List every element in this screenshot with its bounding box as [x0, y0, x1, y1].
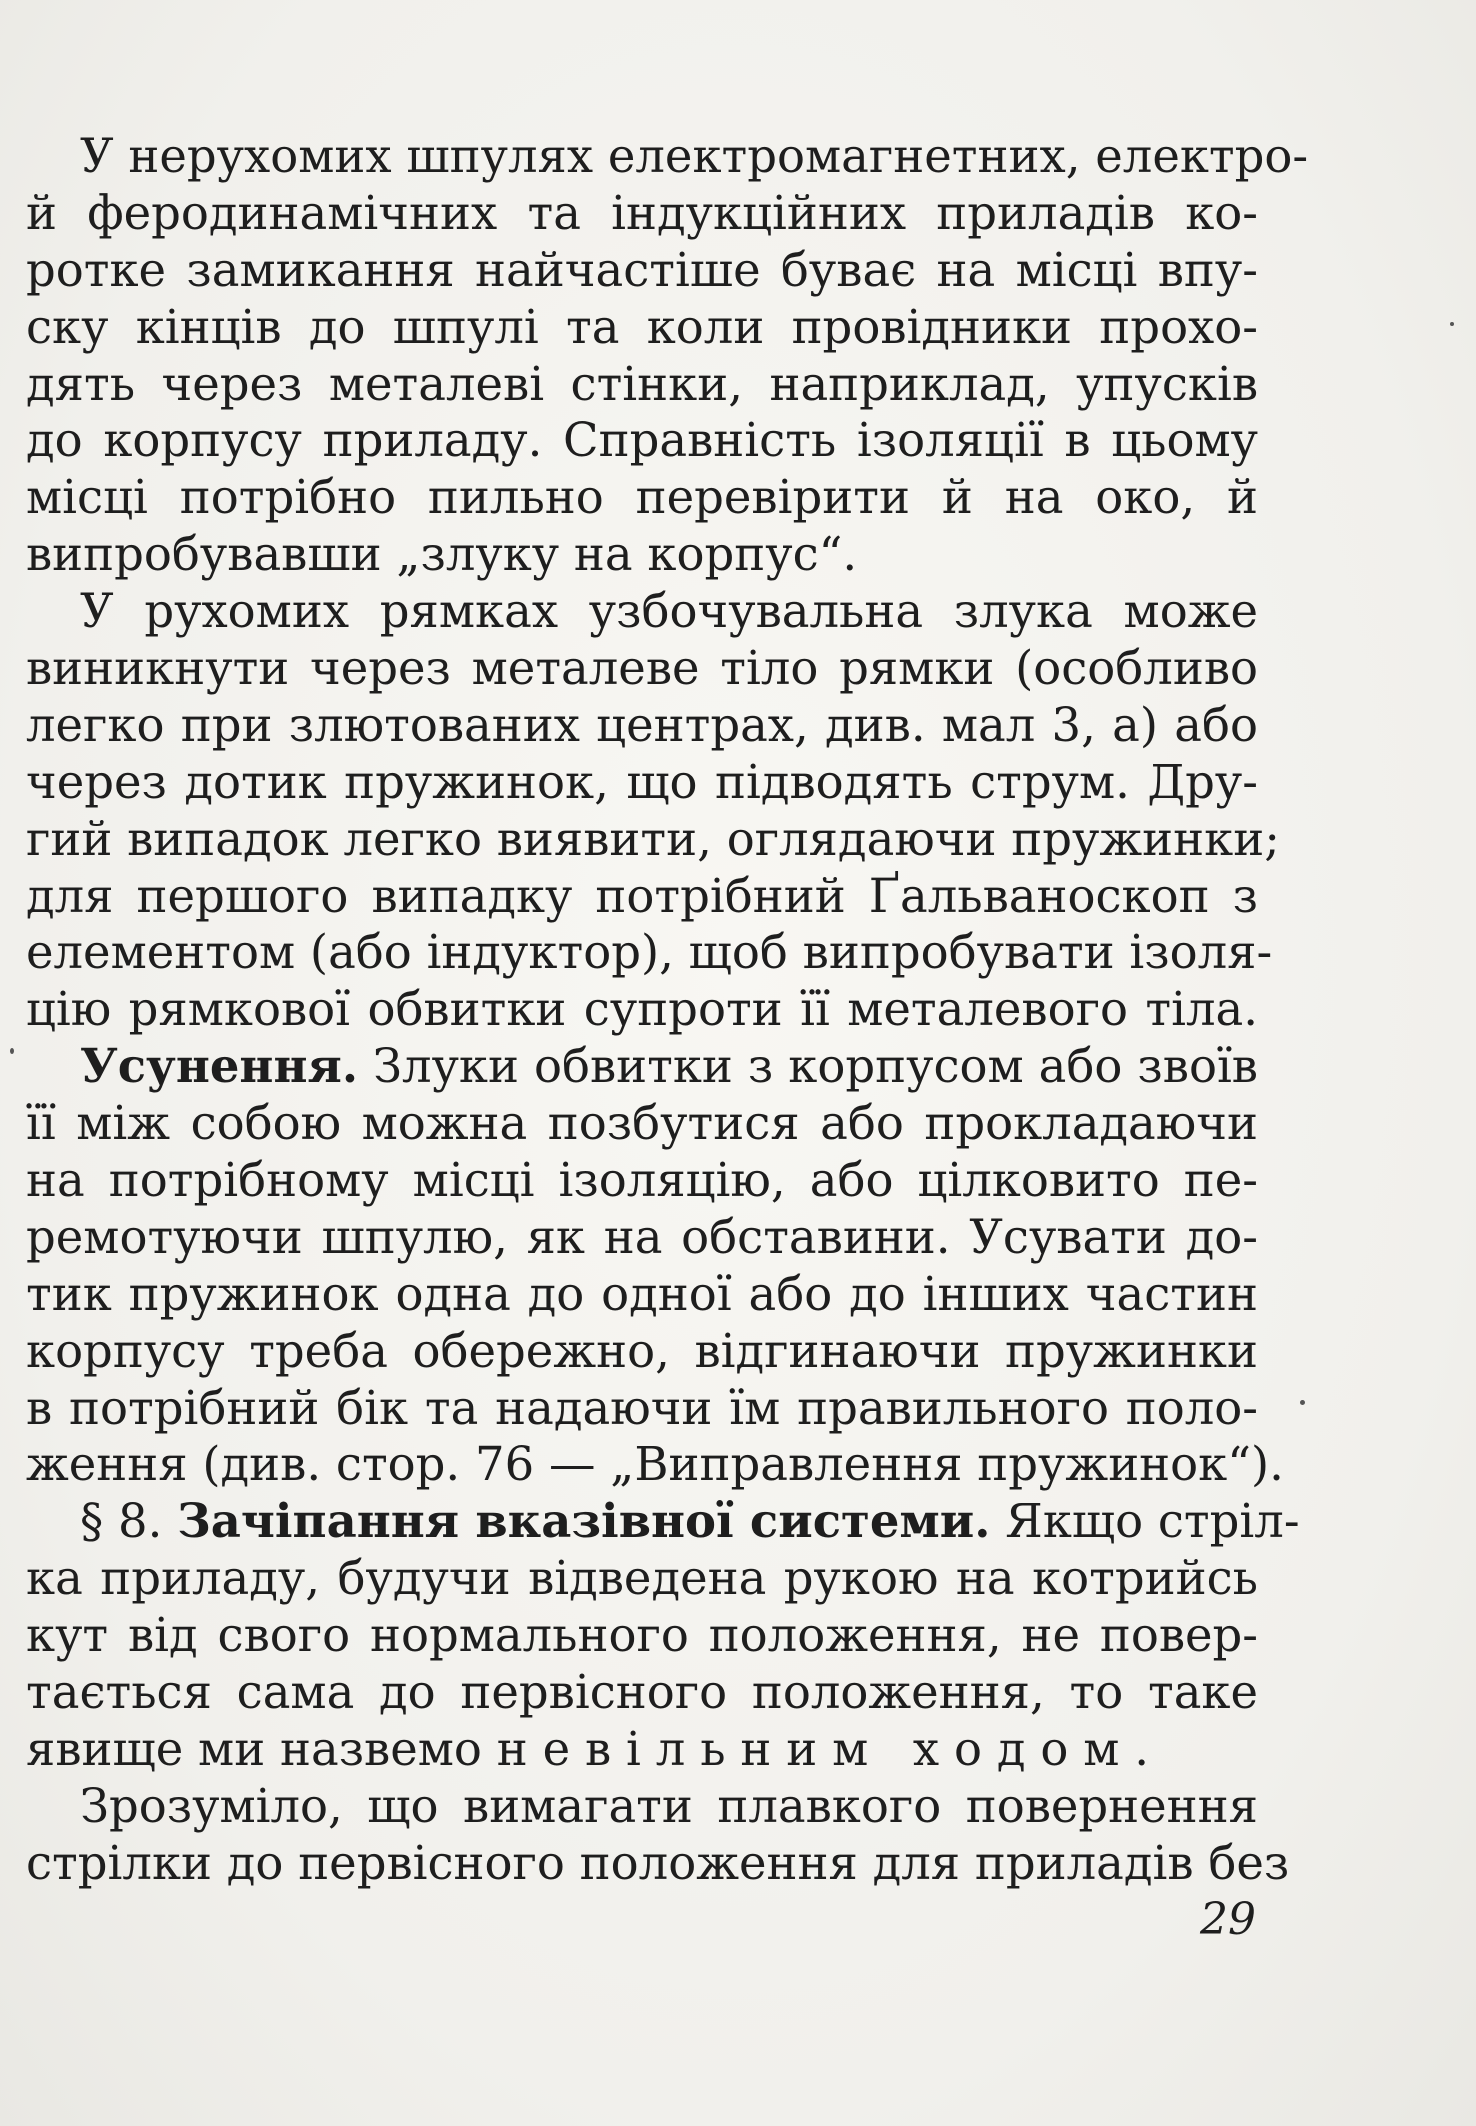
text-line — [26, 1038, 1258, 1095]
text-line: ротке замикання найчастіше буває на місці впу- — [26, 242, 1258, 297]
paragraph — [26, 128, 1309, 583]
text-line: випробувавши „злуку на корпус“. — [26, 527, 858, 582]
section-mark: § 8. — [80, 1494, 163, 1549]
paragraph — [26, 1778, 1290, 1892]
text-run: явище ми назвемо — [26, 1721, 497, 1776]
ink-speck — [10, 1048, 14, 1054]
text-line: У рухомих рямках узбочувальна злука може — [80, 584, 1258, 639]
page-text — [26, 128, 1309, 1892]
ink-speck — [1300, 1400, 1305, 1405]
text-line — [26, 1493, 1300, 1550]
text-line: в потрібний бік та надаючи їм правильного поло- — [26, 1380, 1258, 1435]
text-line: корпусу треба обережно, відгинаючи пружинки — [26, 1323, 1258, 1378]
paragraph — [26, 1493, 1300, 1777]
text-line: кут від свого нормального положення, не повер- — [26, 1608, 1258, 1663]
emphasized-term: невільним ходом — [496, 1721, 1135, 1776]
text-line: цію рямкової обвитки супроти її металевого тіла. — [26, 982, 1258, 1037]
text-line: дять через металеві стінки, наприклад, упусків — [26, 356, 1258, 411]
text-line: й феродинамічних та індукційних приладів ко- — [26, 185, 1258, 240]
text-run: Якщо стріл- — [990, 1494, 1300, 1549]
text-line: гий випадок легко виявити, оглядаючи пружинки; — [26, 811, 1280, 866]
text-line: її між собою можна позбутися або прокладаючи — [26, 1096, 1258, 1151]
text-line: ремотуючи шпулю, як на обставини. Усувати до- — [26, 1209, 1258, 1264]
text-line: елементом (або індуктор), щоб випробувати ізоля- — [26, 925, 1273, 980]
text-run: Злуки обвитки з корпусом або звоїв — [358, 1039, 1258, 1094]
text-line: ску кінців до шпулі та коли провідники прохо- — [26, 299, 1258, 354]
paragraph — [26, 583, 1280, 1038]
text-line: місці потрібно пильно перевірити й на око, й — [26, 470, 1258, 525]
section-heading: Зачіпання вказівної системи. — [177, 1493, 991, 1549]
text-line: легко при злютованих центрах, див. мал 3, а) або — [26, 697, 1258, 752]
text-line: Зрозуміло, що вимагати плавкого повернення — [80, 1778, 1258, 1833]
ink-speck — [1450, 322, 1454, 326]
text-line: ження (див. стор. 76 — „Виправлення пружинок“). — [26, 1437, 1284, 1492]
text-line: У нерухомих шпулях електромагнетних, електро- — [80, 129, 1309, 183]
text-line: на потрібному місці ізоляцію, або цілковито пе- — [26, 1153, 1258, 1208]
text-line: виникнути через металеве тіло рямки (особливо — [26, 641, 1258, 696]
text-run: . — [1134, 1721, 1150, 1776]
paragraph — [26, 1038, 1284, 1493]
text-line: до корпусу приладу. Справність ізоляції в цьому — [26, 413, 1258, 468]
run-in-heading: Усунення. — [80, 1038, 359, 1094]
text-line: стрілки до первісного положення для приладів без — [26, 1835, 1290, 1890]
page-number: 29 — [1200, 1894, 1256, 1945]
text-line: тається сама до первісного положення, то таке — [26, 1665, 1258, 1720]
text-line: для першого випадку потрібний Ґальваноскоп з — [26, 868, 1258, 923]
text-line: через дотик пружинок, що підводять струм. Дру- — [26, 754, 1258, 809]
text-line: тик пружинок одна до одної або до інших частин — [26, 1266, 1258, 1321]
text-line — [26, 1721, 1258, 1778]
text-line: ка приладу, будучи відведена рукою на котрийсь — [26, 1551, 1258, 1606]
